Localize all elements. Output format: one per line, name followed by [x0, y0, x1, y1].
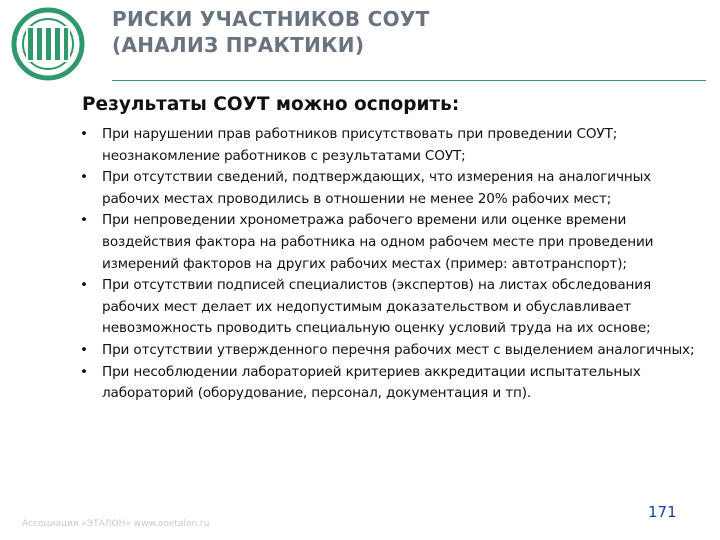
page-title	[112, 6, 430, 58]
etalon-logo-icon	[10, 6, 86, 82]
list-item	[80, 124, 700, 167]
list-item	[80, 340, 700, 362]
bullet-icon: •	[80, 126, 88, 142]
list-item-text: При отсутствии утвержденного перечня рабочих мест с выделением аналогичных;	[102, 341, 695, 358]
list-item	[80, 167, 700, 210]
page-title-line-1: РИСКИ УЧАСТНИКОВ СОУТ	[112, 7, 430, 31]
bullet-icon: •	[80, 363, 88, 380]
list-item-text: При нарушении прав работников присутствовать при проведении СОУТ; неознакомление работников с результатами СОУТ;	[102, 126, 618, 164]
list-item	[80, 210, 700, 275]
list-item-text: При отсутствии сведений, подтверждающих, что измерения на аналогичных рабочих местах проводились в отношении не менее 20% рабочих мест;	[102, 169, 652, 207]
bullet-icon: •	[80, 169, 88, 186]
list-item	[80, 275, 700, 340]
page-title-line-2: (АНАЛИЗ ПРАКТИКИ)	[112, 33, 365, 57]
footer-organization: Ассоциация «ЭТАЛОН» www.ooetalon.ru	[22, 519, 210, 529]
list-item-text: При отсутствии подписей специалистов (экспертов) на листах обследования рабочих мест делает их недопустимым доказательством и обуславливает невозможность проводить специальную оценку условий труда на их основе;	[102, 277, 651, 337]
section-heading: Результаты СОУТ можно оспорить:	[82, 94, 460, 115]
list-item-text: При непроведении хронометража рабочего времени или оценке времени воздействия фактора на работника на одном рабочем месте при проведении измерений факторов на других рабочих местах (пример: автотранспорт);	[102, 212, 654, 272]
bullet-icon: •	[80, 341, 88, 358]
list-item-text: При несоблюдении лабораторией критериев аккредитации испытательных лабораторий (оборудование, персонал, документация и тп).	[102, 363, 641, 402]
bullet-icon: •	[80, 277, 88, 294]
header-divider	[112, 80, 706, 81]
page-number: 171	[648, 503, 677, 521]
list-item	[80, 362, 700, 405]
risk-list	[80, 124, 700, 405]
bullet-icon: •	[80, 212, 88, 229]
